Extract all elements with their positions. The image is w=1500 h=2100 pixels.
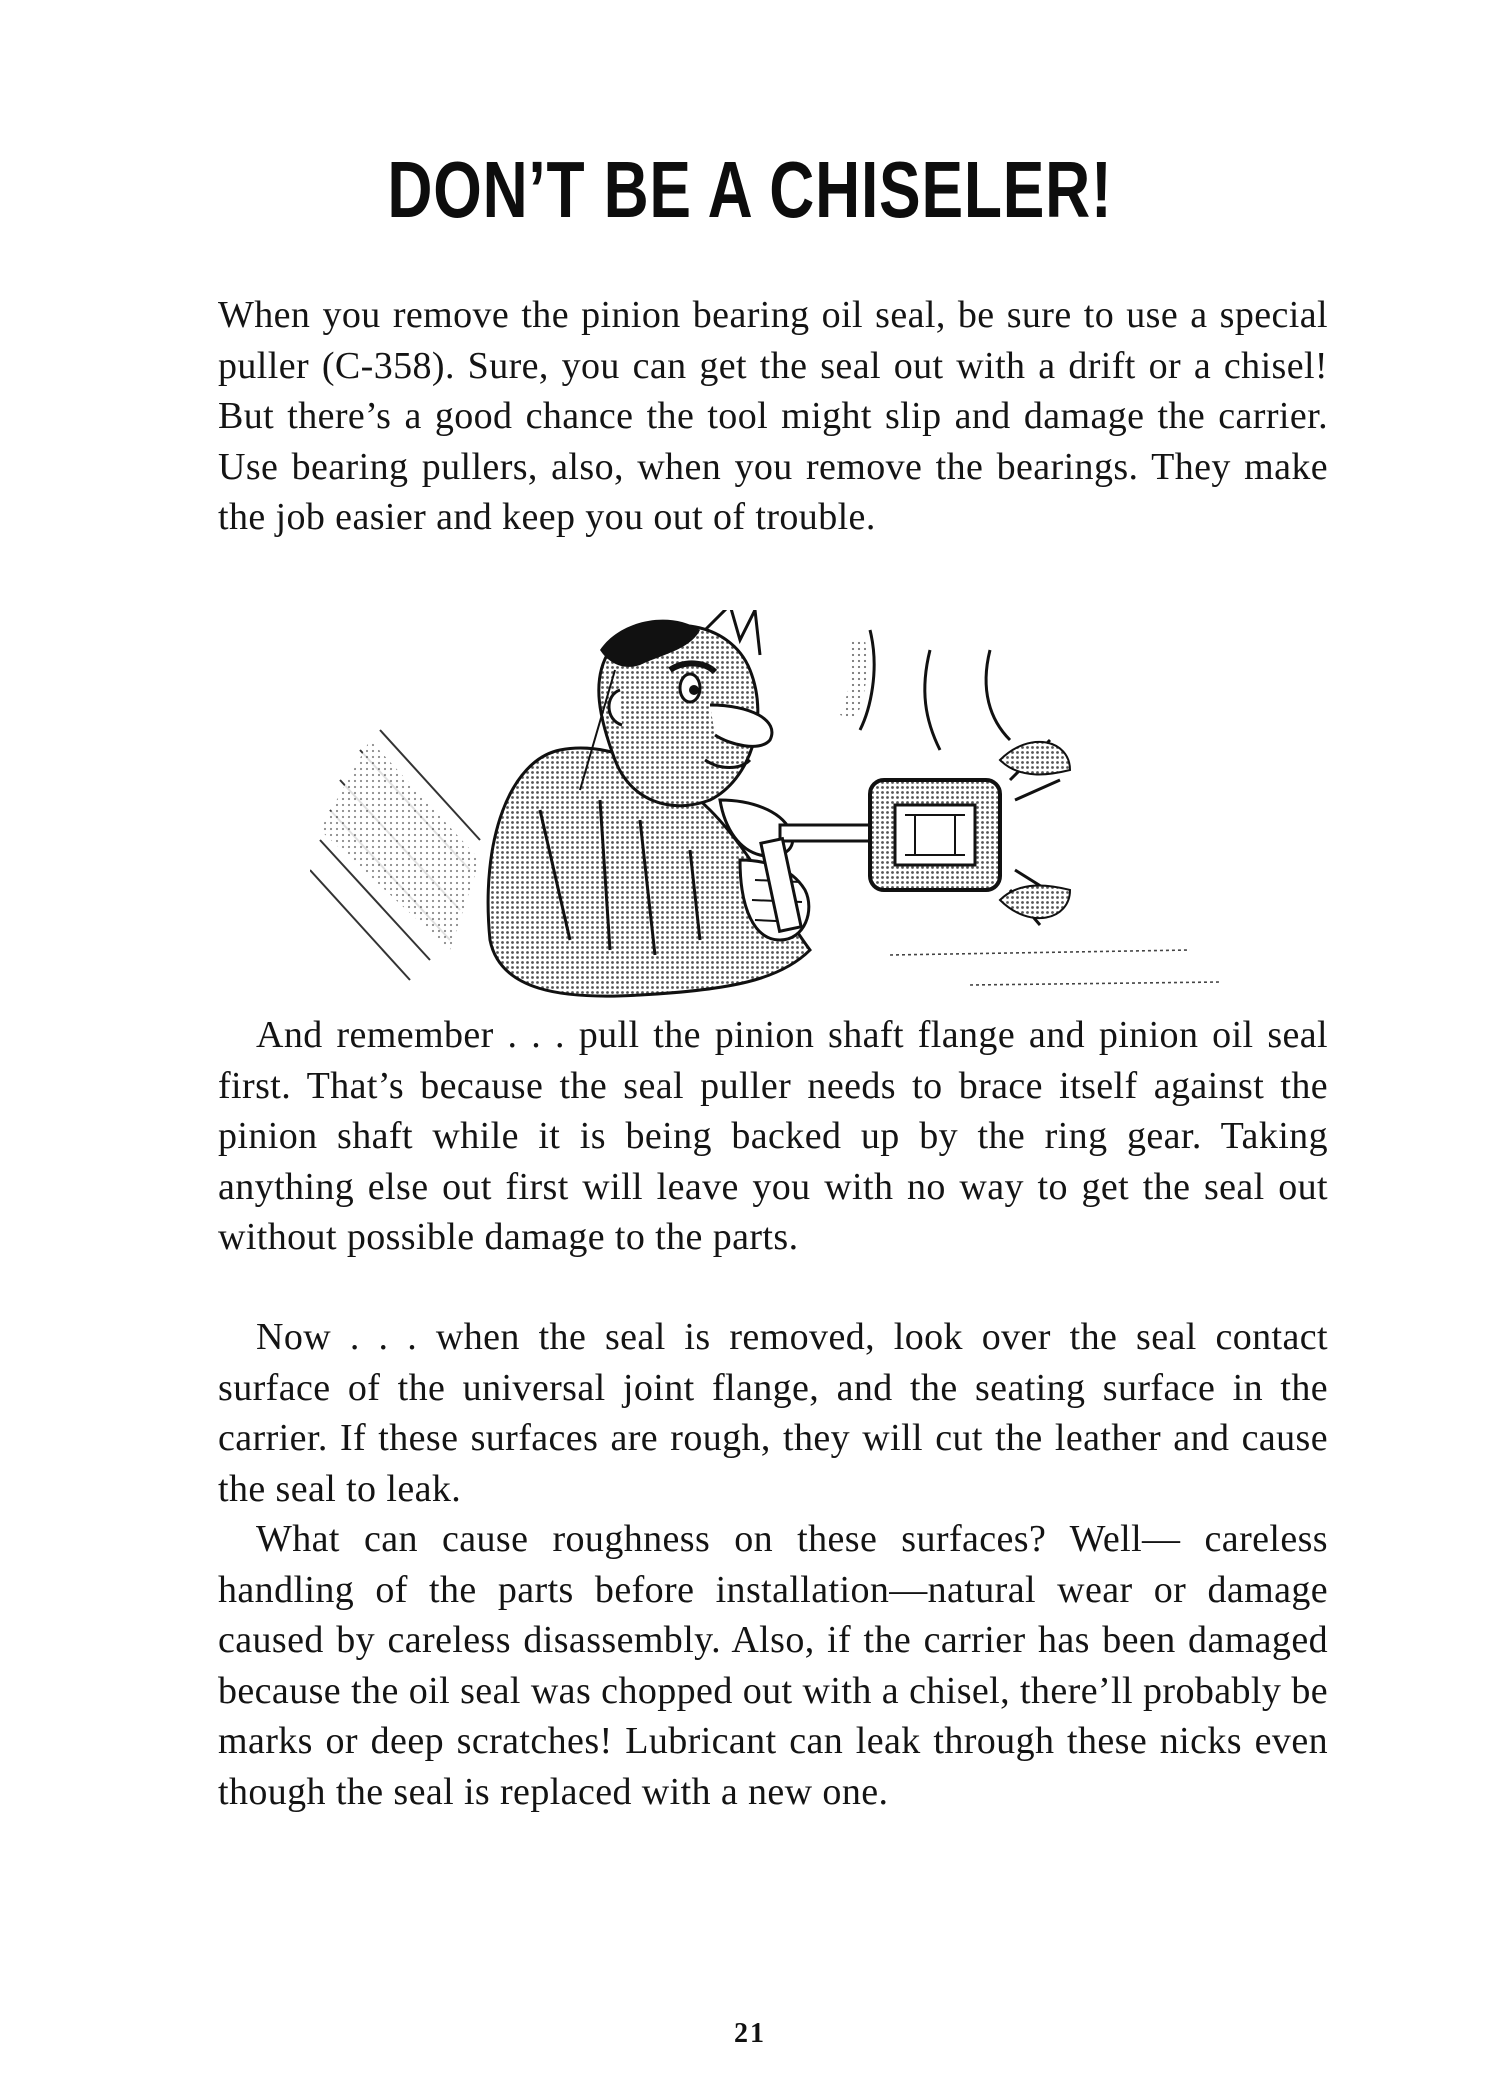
page-title: DON’T BE A CHISELER! <box>387 145 1113 234</box>
paragraph-roughness: What can cause roughness on these surfaces? Well— careless handling of the parts before installation—natural wear or damage caused by careless disassembly. Also, if the carrier has been damaged because the oil seal was chopped out with a chisel, there’ll probably be marks or deep scratches! Lubricant can leak through these nicks even though the seal is replaced with a new one. <box>218 1518 1328 1813</box>
paragraph-remember: And remember . . . pull the pinion shaft flange and pinion oil seal first. That’s because the seal puller needs to brace itself against the pinion shaft while it is being backed up by the ring gear. Taking anything else out first will leave you with no way to get the seal out without possible damage to the parts. <box>218 1014 1328 1258</box>
page-number: 21 <box>734 2018 766 2049</box>
paragraph-intro: When you remove the pinion bearing oil seal, be sure to use a special puller (C-358). Sure, you can get the seal out with a drift or a chisel! But there’s a good chance the tool might slip and damage the carrier. Use bearing pullers, also, when you remove the bearings. They make the job easier and keep you out of trouble. <box>218 294 1328 538</box>
mechanic-chisel-illustration <box>310 610 1240 1000</box>
paragraph-seal-removed: Now . . . when the seal is removed, look over the seal contact surface of the universal joint flange, and the seating surface in the carrier. If these surfaces are rough, they will cut the leather and cause the seal to leak. <box>218 1316 1328 1510</box>
